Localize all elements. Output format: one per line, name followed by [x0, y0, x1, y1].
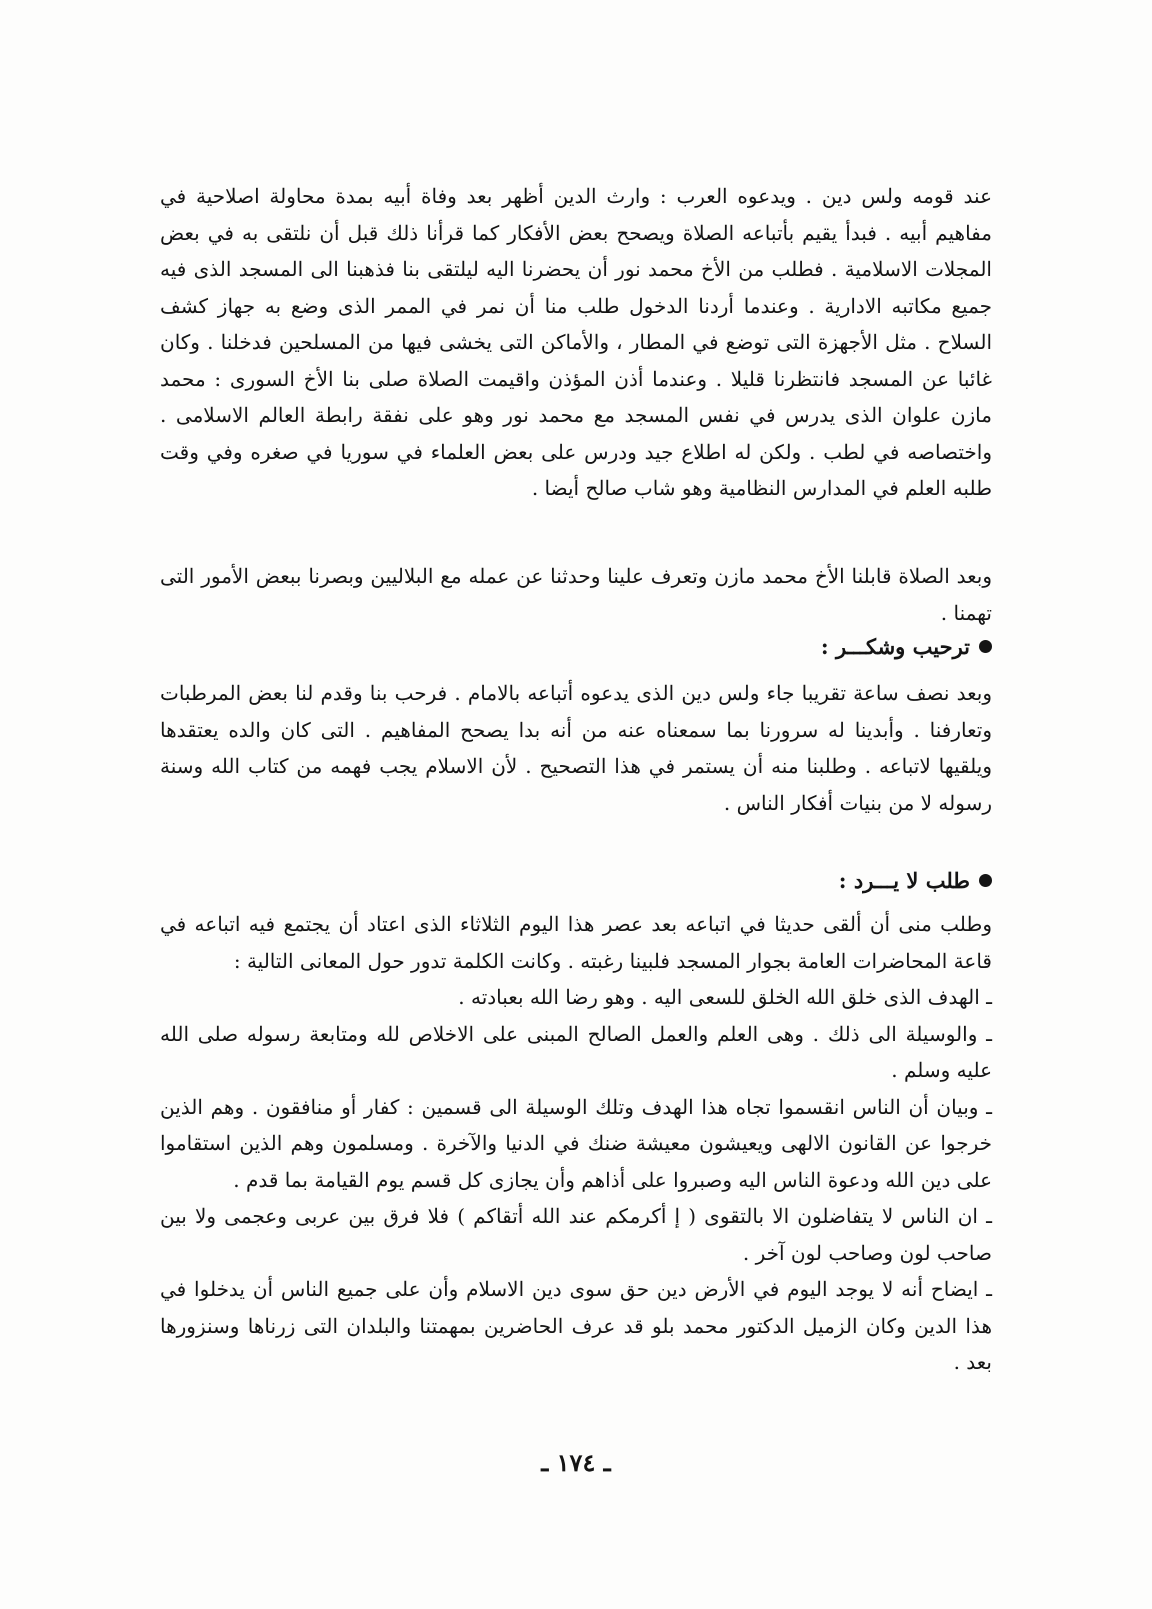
paragraph-welcome-meeting: وبعد نصف ساعة تقريبا جاء ولس دين الذى يدعوه أتباعه بالامام . فرحب بنا وقدم لنا بعض المرطبات وتعارفنا . وأبدينا له سرورنا بما سمعناه عنه من أنه بدا يصحح المفاهيم . التى كان والده يعتقدها ويلقيها لاتباعه . وطلبنا منه أن يستمر في هذا التصحيح . لأن الاسلام يجب فهمه من كتاب الله وسنة رسوله لا من بنيات أفكار الناس .: [160, 681, 992, 815]
paragraph-wallace-deen-reform: عند قومه ولس دين . ويدعوه العرب : وارث الدين أظهر بعد وفاة أبيه بمدة محاولة اصلاحية في مفاهيم أبيه . فبدأ يقيم بأتباعه الصلاة ويصحح بعض الأفكار كما قرأنا ذلك قبل أن نلتقى به في بعض المجلات الاسلامية . فطلب من الأخ محمد نور أن يحضرنا اليه ليلتقى بنا فذهبنا الى المسجد الذى فيه جميع مكاتبه الادارية . وعندما أردنا الدخول طلب منا أن نمر في الممر الذى وضع به جهاز كشف السلاح . مثل الأجهزة التى توضع في المطار ، والأماكن التى يخشى فيها من المسلحين فدخلنا . وكان غائبا عن المسجد فانتظرنا قليلا . وعندما أذن المؤذن واقيمت الصلاة صلى بنا الأخ السورى : محمد مازن علوان الذى يدرس في نفس المسجد مع محمد نور وهو على نفقة رابطة العالم الاسلامى . واختصاصه في لطب . ولكن له اطلاع جيد ودرس على بعض العلماء في سوريا في صغره وفي وقت طلبه العلم في المدارس النظامية وهو شاب صالح أيضا .: [160, 184, 993, 500]
list-item-two-groups: ـ وبيان أن الناس انقسموا تجاه هذا الهدف وتلك الوسيلة الى قسمين : كفار أو منافقون . وهم الذين خرجوا عن القانون الالهى ويعيشون معيشة ضنك في الدنيا والآخرة . ومسلمون وهم الذين استقاموا على دين الله ودعوة الناس اليه وصبروا على أذاهم وأن يجازى كل قسم يوم القيامة بما قدم .: [160, 1094, 992, 1192]
list-item-means: ـ والوسيلة الى ذلك . وهى العلم والعمل الصالح المبنى على الاخلاص لله ومتابعة رسوله صلى الله عليه وسلم .: [160, 1021, 992, 1082]
list-item-islam-only-true-religion: ـ ايضاح أنه لا يوجد اليوم في الأرض دين حق سوى دين الاسلام وأن على جميع الناس أن يدخلوا في هذا الدين وكان الزميل الدكتور محمد بلو قد عرف الحاضرين بمهمتنا والبلدان التى زرناها وسنزورها بعد .: [160, 1277, 992, 1374]
paragraph-after-prayer: وبعد الصلاة قابلنا الأخ محمد مازن وتعرف علينا وحدثنا عن عمله مع البلاليين وبصرنا ببعض الأمور التى تهمنا .: [160, 564, 992, 625]
heading-welcome-text: ترحيب وشكـــر :: [820, 634, 970, 659]
paragraph-block-1: [160, 178, 992, 507]
list-item-piety: ـ ان الناس لا يتفاضلون الا بالتقوى ( إ أكرمكم عند الله أتقاكم ) فلا فرق بين عربى وعجمى ولا بين صاحب لون وصاحب لون آخر .: [160, 1204, 992, 1265]
section-heading-welcome: [160, 632, 992, 662]
section-heading-request: [160, 866, 992, 896]
page-number: ـ ١٧٤ ـ: [541, 1448, 611, 1477]
list-item-goal: ـ الهدف الذى خلق الله الخلق للسعى اليه . وهو رضا الله بعبادته .: [458, 985, 992, 1009]
paragraph-block-4: [160, 906, 992, 1381]
paragraph-block-2: [160, 558, 992, 631]
heading-request-text: طلب لا يـــرد :: [838, 868, 970, 893]
paragraph-block-3: [160, 675, 992, 821]
bullet-icon: [979, 640, 992, 653]
bullet-icon: [979, 874, 992, 887]
paragraph-lecture-request: وطلب منى أن ألقى حديثا في اتباعه بعد عصر هذا اليوم الثلاثاء الذى اعتاد أن يجتمع فيه اتباعه في قاعة المحاضرات العامة بجوار المسجد فلبينا رغبته . وكانت الكلمة تدور حول المعانى التالية :: [160, 912, 992, 973]
